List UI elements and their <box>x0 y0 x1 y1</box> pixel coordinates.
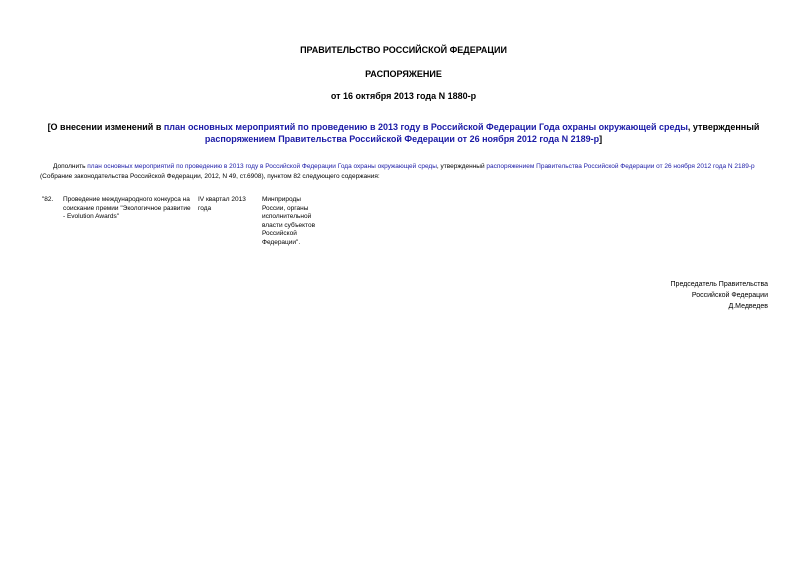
title-plan-link[interactable]: план основных мероприятий по проведению в 2013 году в Российской Федерации Года охраны окружающей среды <box>163 122 688 132</box>
signature-position-2: Российской Федерации <box>691 292 768 299</box>
government-heading: ПРАВИТЕЛЬСТВО РОССИЙСКОЙ ФЕДЕРАЦИИ <box>300 45 507 55</box>
body-part3-text: (Собрание законодательства Российской Федерации, 2012, N 49, ст.6908), пунктом 82 следующего содержания: <box>40 173 380 180</box>
row-number-cell: "82. <box>42 196 54 203</box>
signature-position: Председатель Правительства <box>670 281 768 288</box>
body-part2-text: , утвержденный <box>436 163 487 170</box>
responsible-cell: Минприроды России, органы исполнительной власти субъектов Российской Федерации". <box>262 196 316 246</box>
date-number-heading: от 16 октября 2013 года N 1880-р <box>330 91 477 101</box>
signature-block <box>671 279 768 312</box>
body-part1-text: Дополнить <box>53 163 88 170</box>
title-open-text: [О внесении изменений в <box>47 122 164 132</box>
document-title <box>40 121 767 145</box>
title-close-text: ] <box>599 134 603 144</box>
title-order-link[interactable]: распоряжением Правительства Российской Федерации от 26 ноября 2012 года N 2189-р <box>204 134 600 144</box>
document-type-heading: РАСПОРЯЖЕНИЕ <box>365 69 442 79</box>
body-plan-link[interactable]: план основных мероприятий по проведению в 2013 году в Российской Федерации Года охраны окружающей среды <box>87 163 437 170</box>
body-order-link[interactable]: распоряжением Правительства Российской Федерации от 26 ноября 2012 года N 2189-р <box>486 163 755 170</box>
title-mid-text: , утвержденный <box>687 122 760 132</box>
body-paragraph <box>40 162 770 182</box>
event-cell: Проведение международного конкурса на соискание премии "Экологичное развитие - Evolution Awards" <box>63 196 191 220</box>
signature-name: Д.Медведев <box>728 303 768 310</box>
period-cell: IV квартал 2013 года <box>198 196 246 212</box>
